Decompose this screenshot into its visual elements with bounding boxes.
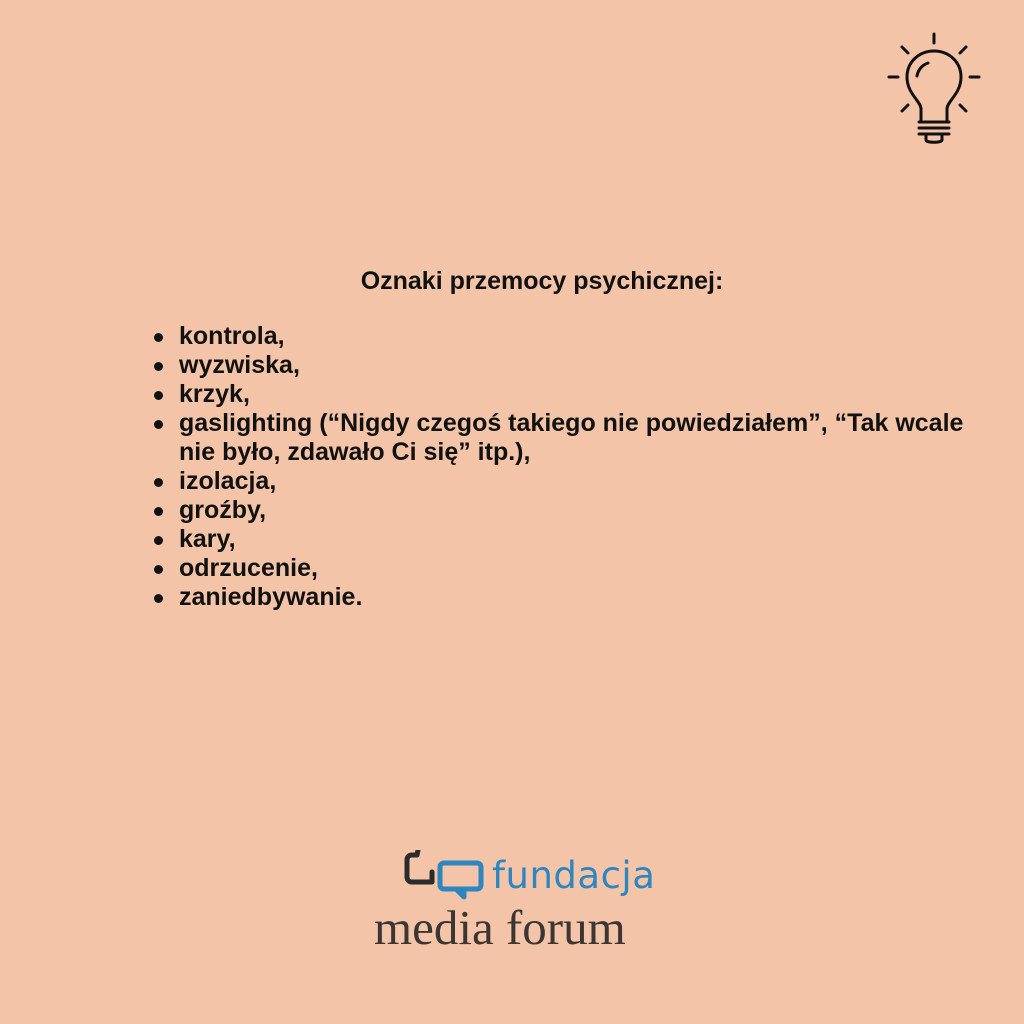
bullet-icon	[154, 536, 163, 545]
list-item: odrzucenie,	[150, 554, 970, 583]
bullet-icon	[154, 507, 163, 516]
speech-bubbles-icon	[404, 850, 486, 900]
heading: Oznaki przemocy psychicznej:	[360, 267, 724, 295]
bullet-icon	[154, 478, 163, 487]
logo-line-1: fundacja	[492, 854, 656, 897]
list-item: wyzwiska,	[150, 351, 970, 380]
bullet-icon	[154, 362, 163, 371]
list-item: krzyk,	[150, 380, 970, 409]
signs-list	[150, 322, 970, 612]
list-item: kontrola,	[150, 322, 970, 351]
list-item: kary,	[150, 525, 970, 554]
bullet-icon	[154, 391, 163, 400]
bullet-icon	[154, 565, 163, 574]
lightbulb-icon	[884, 30, 984, 148]
list-item: gaslighting (“Nigdy czegoś takiego nie powiedziałem”, “Tak wcale nie było, zdawało Ci się” itp.),	[150, 409, 970, 467]
logo-line-2: media forum	[374, 900, 626, 955]
list-item: zaniedbywanie.	[150, 583, 970, 612]
list-item: izolacja,	[150, 467, 970, 496]
bullet-icon	[154, 594, 163, 603]
bullet-icon	[154, 420, 163, 429]
foundation-logo	[370, 844, 690, 954]
bullet-icon	[154, 333, 163, 342]
list-item: groźby,	[150, 496, 970, 525]
